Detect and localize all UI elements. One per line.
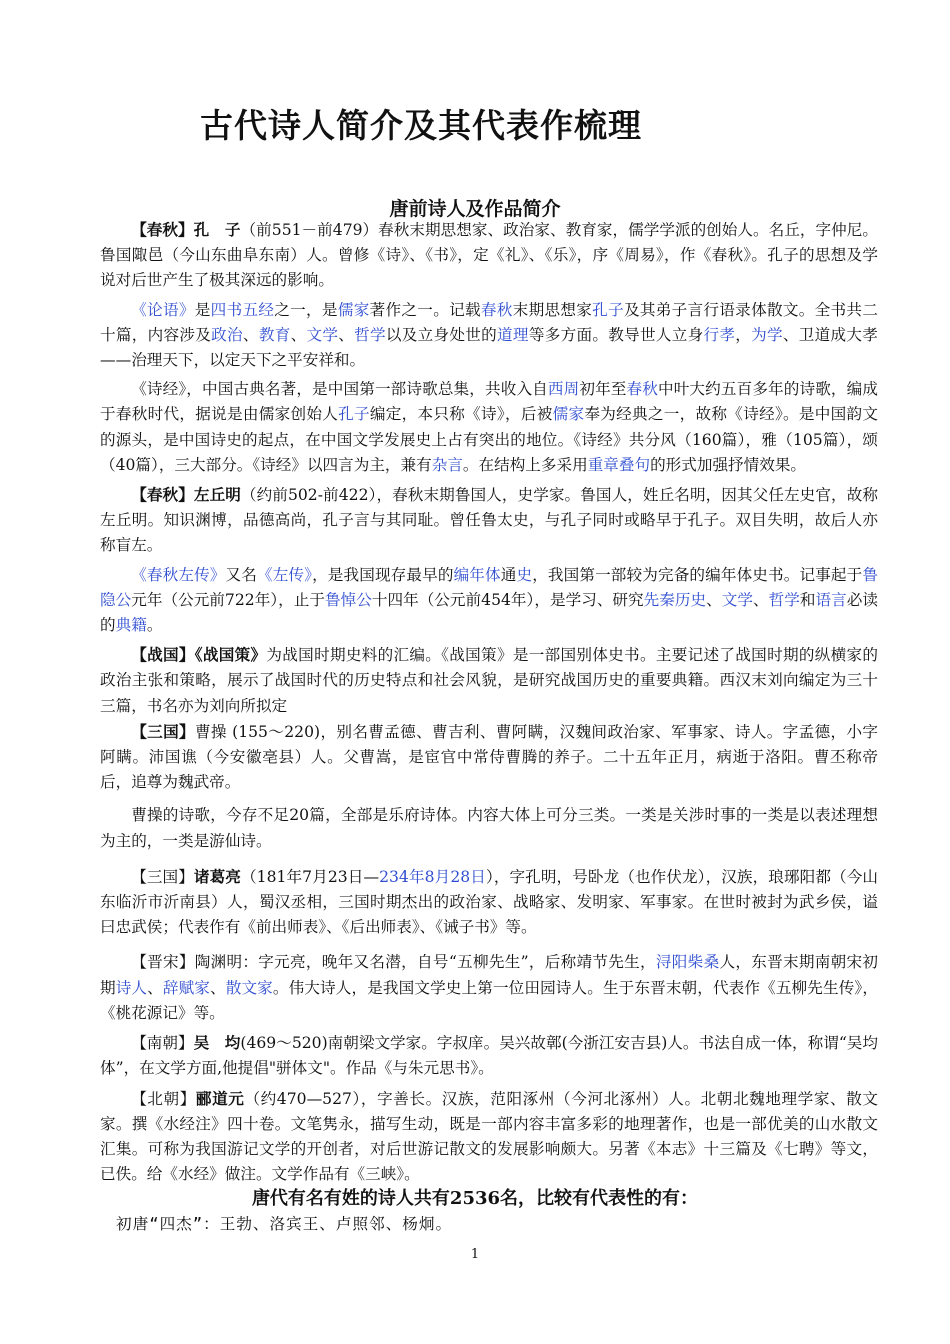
term-link[interactable]: 春秋 [480,300,513,319]
term-link[interactable]: 史 [516,565,533,584]
term-link[interactable]: 政治 [211,325,243,344]
bold-text: 【春秋】 [131,485,194,505]
term-link[interactable]: 为学 [751,325,783,344]
paragraph-caocao [100,719,878,796]
paragraph-taoyuanming [100,950,878,1026]
bold-text: 诸葛亮 [193,866,241,886]
text-run: 奉为经典之一，故称《诗经》。是中国韵文的源头，是中国诗史的起点，在中国文学发展史上占有突出的地位。《诗经》共分风（160篇），雅（105篇），颂（40篇），三大部分。《诗经》以四言为主，兼有 [100,405,878,474]
tang-poets-summary: 唐代有名有姓的诗人共有2536名，比较有代表性的有： [251,1188,699,1209]
document-title: 古代诗人简介及其代表作梳理 [200,106,642,145]
text-run: 。在结构上多采用 [462,455,588,474]
paragraph-lunyu [100,298,878,374]
paragraph-lidaoyuan [100,1086,878,1188]
text-run: （前551－前479）春秋末期思想家、政治家、教育家，儒学学派的创始人。名丘，字仲尼。鲁国陬邑（今山东曲阜东南）人。曾修《诗》、《书》，定《礼》、《乐》，序《周易》，作《春秋》。孔子的思想及学说对后世产生了极其深远的影响。 [100,221,878,290]
term-link[interactable]: 文学 [721,590,753,609]
text-run: 编定，本只称《诗》，后被 [369,405,553,424]
text-run: 人，东晋末期南朝宋初期 [100,953,878,997]
bold-text: 【三国】 [131,721,195,741]
text-run: 是 [194,300,211,319]
bold-text: 《战国策》 [194,645,267,665]
text-run: 和 [799,590,816,609]
text-run: 。伟大诗人，是我国文学史上第一位田园诗人。生于东晋末朝，代表作《五柳先生传》，《桃花源记》等。 [100,978,878,1022]
text-run: 的形式加强抒情效果。 [650,455,807,474]
early-tang-four-talents: 初唐“四杰”：王勃、洛宾王、卢照邻、杨炯。 [116,1215,453,1233]
term-link[interactable]: 春秋 [626,380,658,399]
text-run: （181年7月23日— [240,867,380,886]
text-run: 、 [147,978,163,997]
paragraph-zhanguoce [100,642,878,719]
paragraph-zhugeliang [100,864,878,941]
term-link[interactable]: 先秦历史 [643,590,707,609]
page-number: 1 [470,1247,480,1262]
term-link[interactable]: 道理 [497,325,529,344]
text-run: 、 [753,590,769,609]
text-run: 又名 [225,565,257,584]
text-run: 、 [210,978,226,997]
term-link[interactable]: 孔子 [338,405,370,424]
bold-text: 【春秋】 [131,220,194,239]
term-link[interactable]: 234年8月28日 [379,867,486,886]
bold-text: 孔 子 [193,220,241,239]
term-link[interactable]: 《春秋左传》 [131,565,226,584]
term-link[interactable]: 杂言 [431,455,463,474]
text-run: 、 [338,325,355,344]
text-run: 【南朝】 [131,1034,194,1053]
text-run: 中叶大约五百多年的诗歌，编成于春秋时代，据说是由儒家创始人 [100,380,878,424]
term-link[interactable]: 文学 [306,325,339,344]
term-link[interactable]: 鲁隐公 [100,565,878,609]
text-run: ， [735,325,752,344]
term-link[interactable]: 哲学 [354,325,386,344]
text-run: 、 [706,590,722,609]
paragraph-wujun [100,1030,878,1081]
text-run: （约前502-前422），春秋末期鲁国人，史学家。鲁国人，姓丘名明，因其父任左史官，故称左丘明。知识渊博，品德高尚，孔子言与其同耻。曾任鲁太史，与孔子同时或略早于孔子。双目失明，故后人亦称盲左。 [100,486,878,555]
term-link[interactable]: 重章叠句 [587,455,651,474]
paragraph-shijing [100,377,878,478]
text-run: 《诗经》，中国古典名著，是中国第一部诗歌总集，共收入自 [131,380,548,399]
term-link[interactable]: 辞赋家 [162,978,211,997]
text-run: 、 [242,325,259,344]
bold-text: 吴 均 [193,1033,241,1053]
term-link[interactable]: 语言 [815,590,847,609]
text-run: 著作之一。记载 [369,300,481,319]
text-run: 及其弟子言行语录体散文。全书共二十篇，内容涉及 [100,300,878,344]
text-run: 【三国】 [131,867,194,886]
text-run: （约470—527），字善长。汉族，范阳涿州（今河北涿州）人。北朝北魏地理学家、散文家。撰《水经注》四十卷。文笔隽永，描写生动，既是一部内容丰富多彩的地理著作，也是一部优美的山水散文汇集。可称为我国游记文学的开创者，对后世游记散文的发展影响颇大。另著《本志》十三篇及《七聘》等文，已佚。给《水经》做注。文学作品有《三峡》。 [100,1089,878,1184]
term-link[interactable]: 散文家 [225,978,273,997]
term-link[interactable]: 教育 [258,325,291,344]
text-run: ），字孔明，号卧龙（也作伏龙），汉族，琅琊阳都（今山东临沂市沂南县）人，蜀汉丞相，三国时期杰出的政治家、战略家、发明家、军事家。在世时被封为武乡侯，谥曰忠武侯；代表作有《前出师表》、《后出师表》、《诫子书》等。 [100,867,878,937]
text-run: 、卫道成大孝——治理天下，以定天下之平安祥和。 [100,325,878,370]
document-body [100,217,878,1187]
text-run: 通 [500,565,517,584]
text-run: 元年（公元前722年），止于 [131,590,325,609]
bold-text: 【战国】 [131,645,195,665]
section-title: 唐前诗人及作品简介 [389,198,561,220]
bold-text: 郦道元 [195,1088,245,1108]
term-link[interactable]: 《论语》 [131,300,195,319]
text-run: 末期思想家 [512,300,593,319]
text-run: ，我国第一部较为完备的编年体史书。记事起于 [532,565,863,584]
term-link[interactable]: 哲学 [768,590,800,609]
paragraph-kongzi [100,217,878,294]
paragraph-caocao-poems [100,803,878,853]
text-run: 【晋宋】陶渊明：字元亮，晚年又名潜，自号“五柳先生”，后称靖节先生， [131,953,656,972]
text-run: (469～520)南朝梁文学家。字叔庠。吴兴故鄣(今浙江安吉县)人。书法自成一体，称谓“吴均体”，在文学方面,他提倡"骈体文"。作品《与朱元思书》。 [100,1034,878,1078]
term-link[interactable]: 儒家 [552,405,585,424]
text-run: 为战国时期史料的汇编。《战国策》是一部国别体史书。主要记述了战国时期的纵横家的政治主张和策略，展示了战国时代的历史特点和社会风貌，是研究战国历史的重要典籍。西汉末刘向编定为三十三篇，书名亦为刘向所拟定 [100,646,878,715]
term-link[interactable]: 浔阳柴桑 [655,953,720,972]
term-link[interactable]: 孔子 [592,300,624,319]
text-run: 。 [146,616,163,635]
paragraph-zuozhuan [100,563,878,639]
text-run: 曹操 (155～220)，别名曹孟德、曹吉利、曹阿瞒，汉魏间政治家、军事家、诗人。字孟德，小字阿瞒。沛国谯（今安徽亳县）人。父曹嵩，是宦官中常侍曹腾的养子。二十五年正月，病逝于洛阳。曹丕称帝后，追尊为魏武帝。 [100,722,878,792]
term-link[interactable]: 典籍 [115,616,147,635]
text-run: 以及立身处世的 [385,325,498,344]
term-link[interactable]: 诗人 [115,978,148,997]
text-run: 、 [290,325,307,344]
text-run: 之一，是 [274,300,338,319]
term-link[interactable]: 儒家 [337,300,370,319]
term-link[interactable]: 编年体 [453,565,501,584]
text-run: 必读的 [100,590,878,635]
term-link[interactable]: 《左传》 [256,565,313,584]
paragraph-zuoqiuming [100,482,878,559]
term-link[interactable]: 鲁悼公 [324,590,372,609]
text-run: 初年至 [579,380,627,399]
text-run: 十四年（公元前454年），是学习、研究 [371,590,644,609]
text-run: 【北朝】 [131,1089,196,1108]
text-run: 曹操的诗歌，今存不足20篇，全部是乐府诗体。内容大体上可分三类。一类是关涉时事的一类是以表述理想为主的，一类是游仙诗。 [100,806,878,850]
term-link[interactable]: 西周 [547,380,580,399]
bold-text: 左丘明 [193,485,241,505]
term-link[interactable]: 行孝 [703,325,736,344]
text-run: 等多方面。教导世人立身 [528,325,704,344]
text-run: ，是我国现存最早的 [312,565,454,584]
term-link[interactable]: 四书五经 [210,300,275,319]
